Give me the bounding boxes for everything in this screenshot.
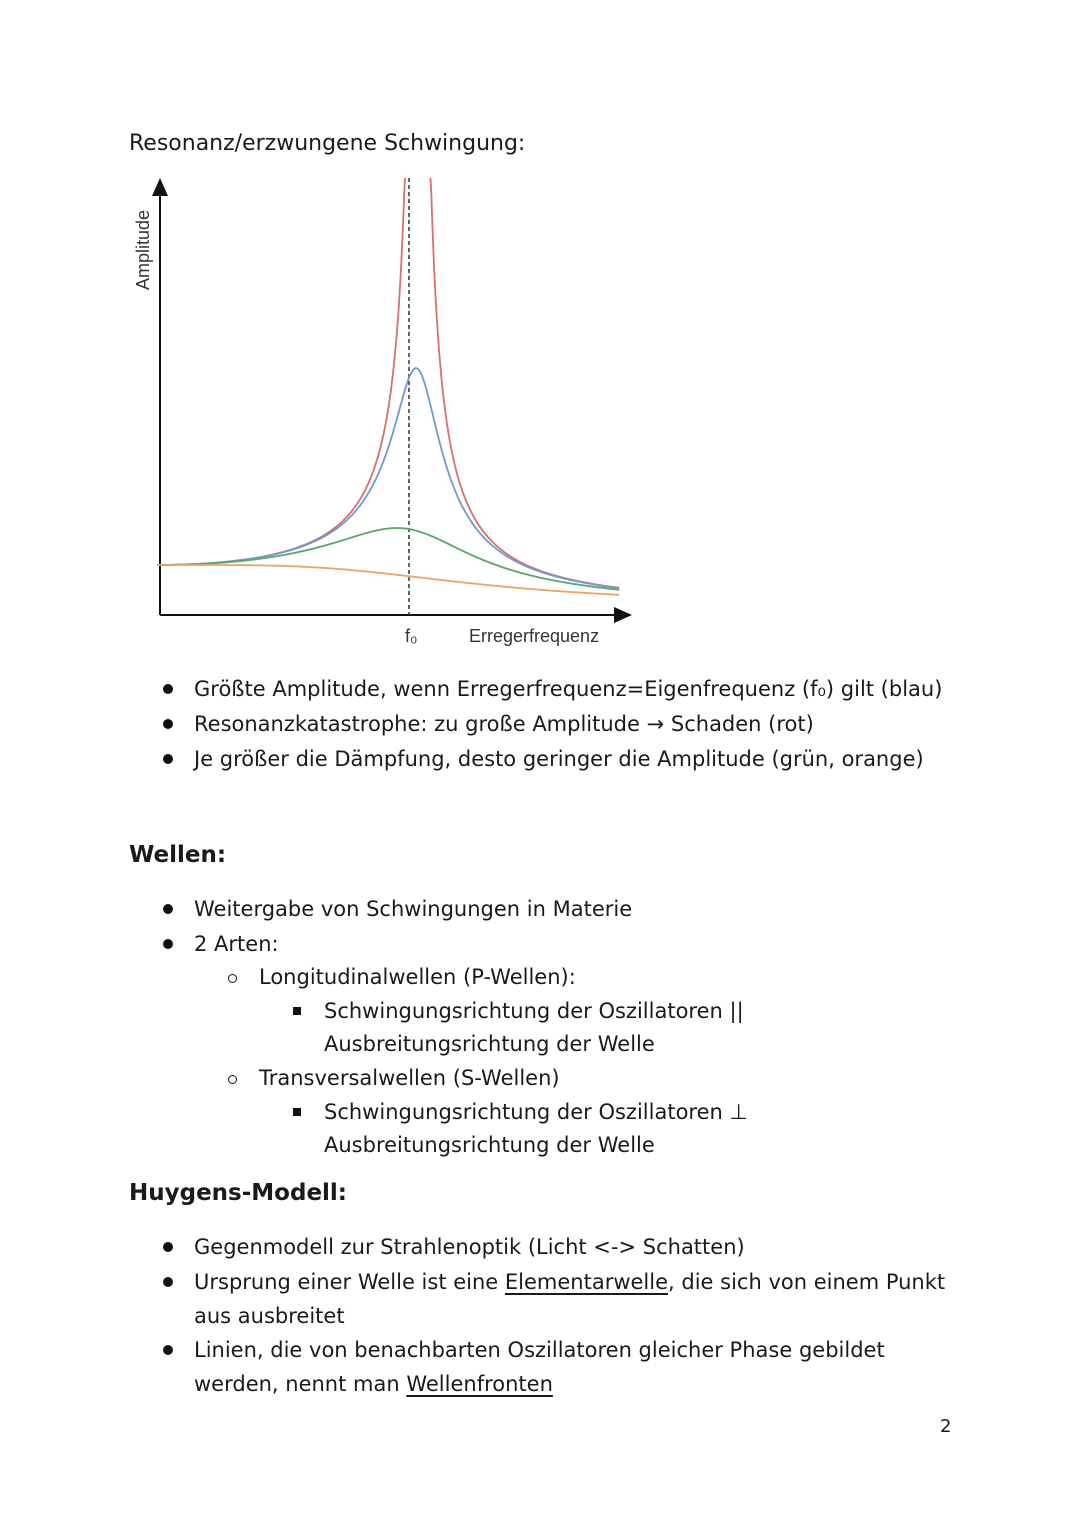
bullet-dot bbox=[163, 1345, 173, 1355]
sub-sub-bullet-square bbox=[293, 1007, 301, 1015]
huygens-bullet-3-line2 bbox=[194, 1367, 553, 1401]
sub-bullet-circle bbox=[228, 974, 237, 983]
resonance-chart bbox=[125, 170, 645, 660]
huygens-bullet-2-prefix: Ursprung einer Welle ist eine bbox=[194, 1270, 505, 1294]
curve-grün bbox=[157, 528, 619, 590]
term-wellenfronten: Wellenfronten bbox=[406, 1372, 553, 1396]
x-tick-f0: f₀ bbox=[405, 626, 418, 646]
wellen-bullet-1: Weitergabe von Schwingungen in Materie bbox=[194, 897, 633, 921]
page-number: 2 bbox=[940, 1416, 952, 1437]
bullet-dot bbox=[163, 904, 173, 914]
curve-rot bbox=[157, 178, 619, 588]
huygens-bullet-3-prefix: werden, nennt man bbox=[194, 1372, 407, 1396]
huygens-bullet-1: Gegenmodell zur Strahlenoptik (Licht <-> Schatten) bbox=[194, 1235, 745, 1259]
huygens-bullet-2 bbox=[194, 1265, 945, 1299]
bullet-dot bbox=[163, 754, 173, 764]
transversal-detail-2: Ausbreitungsrichtung der Welle bbox=[324, 1133, 655, 1157]
transversal-detail-1: Schwingungsrichtung der Oszillatoren ⊥ bbox=[324, 1100, 748, 1124]
longitudinal-detail-2: Ausbreitungsrichtung der Welle bbox=[324, 1032, 655, 1056]
huygens-title: Huygens-Modell: bbox=[129, 1180, 348, 1206]
bullet-dot bbox=[163, 939, 173, 949]
resonance-bullet-2: Resonanzkatastrophe: zu große Amplitude → Schaden (rot) bbox=[194, 712, 814, 736]
bullet-dot bbox=[163, 1242, 173, 1252]
longitudinal-detail-1: Schwingungsrichtung der Oszillatoren || bbox=[324, 999, 744, 1023]
bullet-dot bbox=[163, 684, 173, 694]
wellen-bullet-2: 2 Arten: bbox=[194, 932, 279, 956]
sub-sub-bullet-square bbox=[293, 1108, 301, 1116]
term-elementarwelle: Elementarwelle bbox=[504, 1270, 669, 1294]
wave-type-transversal: Transversalwellen (S-Wellen) bbox=[259, 1066, 560, 1090]
huygens-bullet-2-line2: aus ausbreitet bbox=[194, 1304, 345, 1328]
resonance-title: Resonanz/erzwungene Schwingung: bbox=[129, 131, 526, 156]
resonance-bullet-3: Je größer die Dämpfung, desto geringer die Amplitude (grün, orange) bbox=[194, 747, 924, 771]
wellen-title: Wellen: bbox=[129, 842, 227, 868]
x-axis-label: Erregerfrequenz bbox=[469, 626, 600, 646]
curve-blau bbox=[157, 368, 619, 588]
bullet-dot bbox=[163, 719, 173, 729]
huygens-bullet-2-suffix: , die sich von einem Punkt bbox=[668, 1270, 946, 1294]
huygens-bullet-3-line1: Linien, die von benachbarten Oszillatoren gleicher Phase gebildet bbox=[194, 1338, 885, 1362]
bullet-dot bbox=[163, 1277, 173, 1287]
sub-bullet-circle bbox=[228, 1075, 237, 1084]
resonance-bullet-1: Größte Amplitude, wenn Erregerfrequenz=Eigenfrequenz (f₀) gilt (blau) bbox=[194, 677, 943, 701]
resonance-curves bbox=[157, 178, 619, 595]
wave-type-longitudinal: Longitudinalwellen (P-Wellen): bbox=[259, 965, 576, 989]
y-axis-label: Amplitude bbox=[133, 209, 153, 290]
